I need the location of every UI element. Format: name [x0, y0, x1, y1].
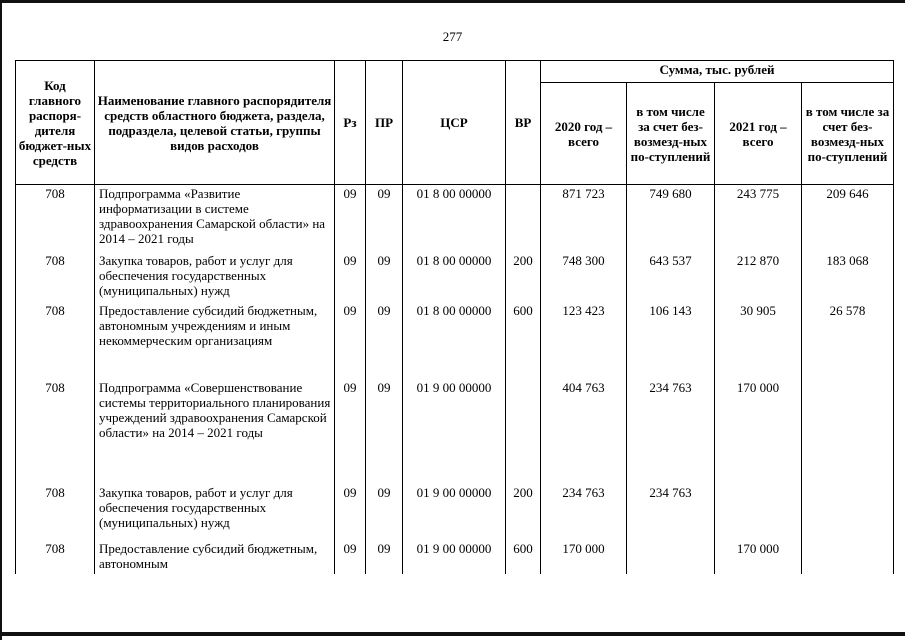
header-code: Код главного распоря-дителя бюджет-ных средств [16, 61, 95, 185]
header-pr: ПР [366, 61, 403, 185]
cell-pr: 09 [366, 185, 403, 252]
cell-2021-total: 212 870 [715, 252, 802, 302]
cell-code: 708 [16, 252, 95, 302]
cell-2021-total: 170 000 [715, 540, 802, 574]
cell-name: Предоставление субсидий бюджетным, автономным [95, 540, 335, 574]
cell-2021-free [802, 379, 894, 484]
cell-2021-free [802, 484, 894, 540]
page-left-edge [0, 0, 2, 640]
cell-2020-total: 404 763 [541, 379, 627, 484]
cell-2021-total: 243 775 [715, 185, 802, 252]
table-row [16, 252, 894, 302]
cell-vr: 200 [506, 252, 541, 302]
cell-pr: 09 [366, 379, 403, 484]
cell-vr [506, 185, 541, 252]
cell-2020-total: 871 723 [541, 185, 627, 252]
cell-name: Закупка товаров, работ и услуг для обеспечения государственных (муниципальных) нужд [95, 252, 335, 302]
cell-csr: 01 9 00 00000 [403, 484, 506, 540]
cell-2021-free: 183 068 [802, 252, 894, 302]
page-top-edge [0, 0, 905, 3]
budget-table [15, 60, 894, 574]
cell-2020-total: 170 000 [541, 540, 627, 574]
cell-2021-total: 170 000 [715, 379, 802, 484]
cell-2020-free: 106 143 [627, 302, 715, 379]
cell-code: 708 [16, 379, 95, 484]
cell-pr: 09 [366, 252, 403, 302]
cell-name: Подпрограмма «Совершенствование системы территориального планирования учреждений здравоохранения Самарской области» на 2014 – 2021 годы [95, 379, 335, 484]
table-row [16, 302, 894, 379]
cell-code: 708 [16, 540, 95, 574]
header-2021-free: в том числе за счет без-возмезд-ных по-ступлений [802, 83, 894, 185]
header-vr: ВР [506, 61, 541, 185]
header-name: Наименование главного распорядителя средств областного бюджета, раздела, подраздела, целевой статьи, группы видов расходов [95, 61, 335, 185]
cell-2020-free: 643 537 [627, 252, 715, 302]
cell-rz: 09 [335, 185, 366, 252]
table-row [16, 484, 894, 540]
cell-vr: 600 [506, 302, 541, 379]
cell-2021-total [715, 484, 802, 540]
cell-rz: 09 [335, 302, 366, 379]
cell-rz: 09 [335, 252, 366, 302]
cell-2021-free [802, 540, 894, 574]
cell-code: 708 [16, 302, 95, 379]
cell-2020-free: 749 680 [627, 185, 715, 252]
cell-csr: 01 9 00 00000 [403, 379, 506, 484]
header-2020-total: 2020 год – всего [541, 83, 627, 185]
cell-code: 708 [16, 185, 95, 252]
cell-2021-free: 26 578 [802, 302, 894, 379]
table-row [16, 540, 894, 574]
cell-2020-total: 234 763 [541, 484, 627, 540]
header-sum: Сумма, тыс. рублей [541, 61, 894, 83]
cell-name: Подпрограмма «Развитие информатизации в системе здравоохранения Самарской области» на 2014 – 2021 годы [95, 185, 335, 252]
page-bottom-edge [0, 632, 905, 636]
cell-rz: 09 [335, 484, 366, 540]
cell-rz: 09 [335, 540, 366, 574]
cell-2021-free: 209 646 [802, 185, 894, 252]
cell-vr: 600 [506, 540, 541, 574]
cell-2020-free [627, 540, 715, 574]
header-rz: Рз [335, 61, 366, 185]
cell-csr: 01 9 00 00000 [403, 540, 506, 574]
cell-csr: 01 8 00 00000 [403, 185, 506, 252]
header-2021-total: 2021 год – всего [715, 83, 802, 185]
header-csr: ЦСР [403, 61, 506, 185]
cell-vr [506, 379, 541, 484]
cell-rz: 09 [335, 379, 366, 484]
cell-2020-free: 234 763 [627, 484, 715, 540]
cell-2021-total: 30 905 [715, 302, 802, 379]
cell-2020-total: 123 423 [541, 302, 627, 379]
table-row [16, 379, 894, 484]
cell-2020-free: 234 763 [627, 379, 715, 484]
table-row [16, 185, 894, 252]
header-2020-free: в том числе за счет без-возмезд-ных по-ступлений [627, 83, 715, 185]
cell-csr: 01 8 00 00000 [403, 302, 506, 379]
cell-csr: 01 8 00 00000 [403, 252, 506, 302]
page-number: 277 [442, 29, 463, 44]
cell-2020-total: 748 300 [541, 252, 627, 302]
cell-name: Закупка товаров, работ и услуг для обеспечения государственных (муниципальных) нужд [95, 484, 335, 540]
cell-vr: 200 [506, 484, 541, 540]
cell-pr: 09 [366, 302, 403, 379]
cell-pr: 09 [366, 484, 403, 540]
cell-pr: 09 [366, 540, 403, 574]
cell-name: Предоставление субсидий бюджетным, автономным учреждениям и иным некоммерческим организациям [95, 302, 335, 379]
cell-code: 708 [16, 484, 95, 540]
